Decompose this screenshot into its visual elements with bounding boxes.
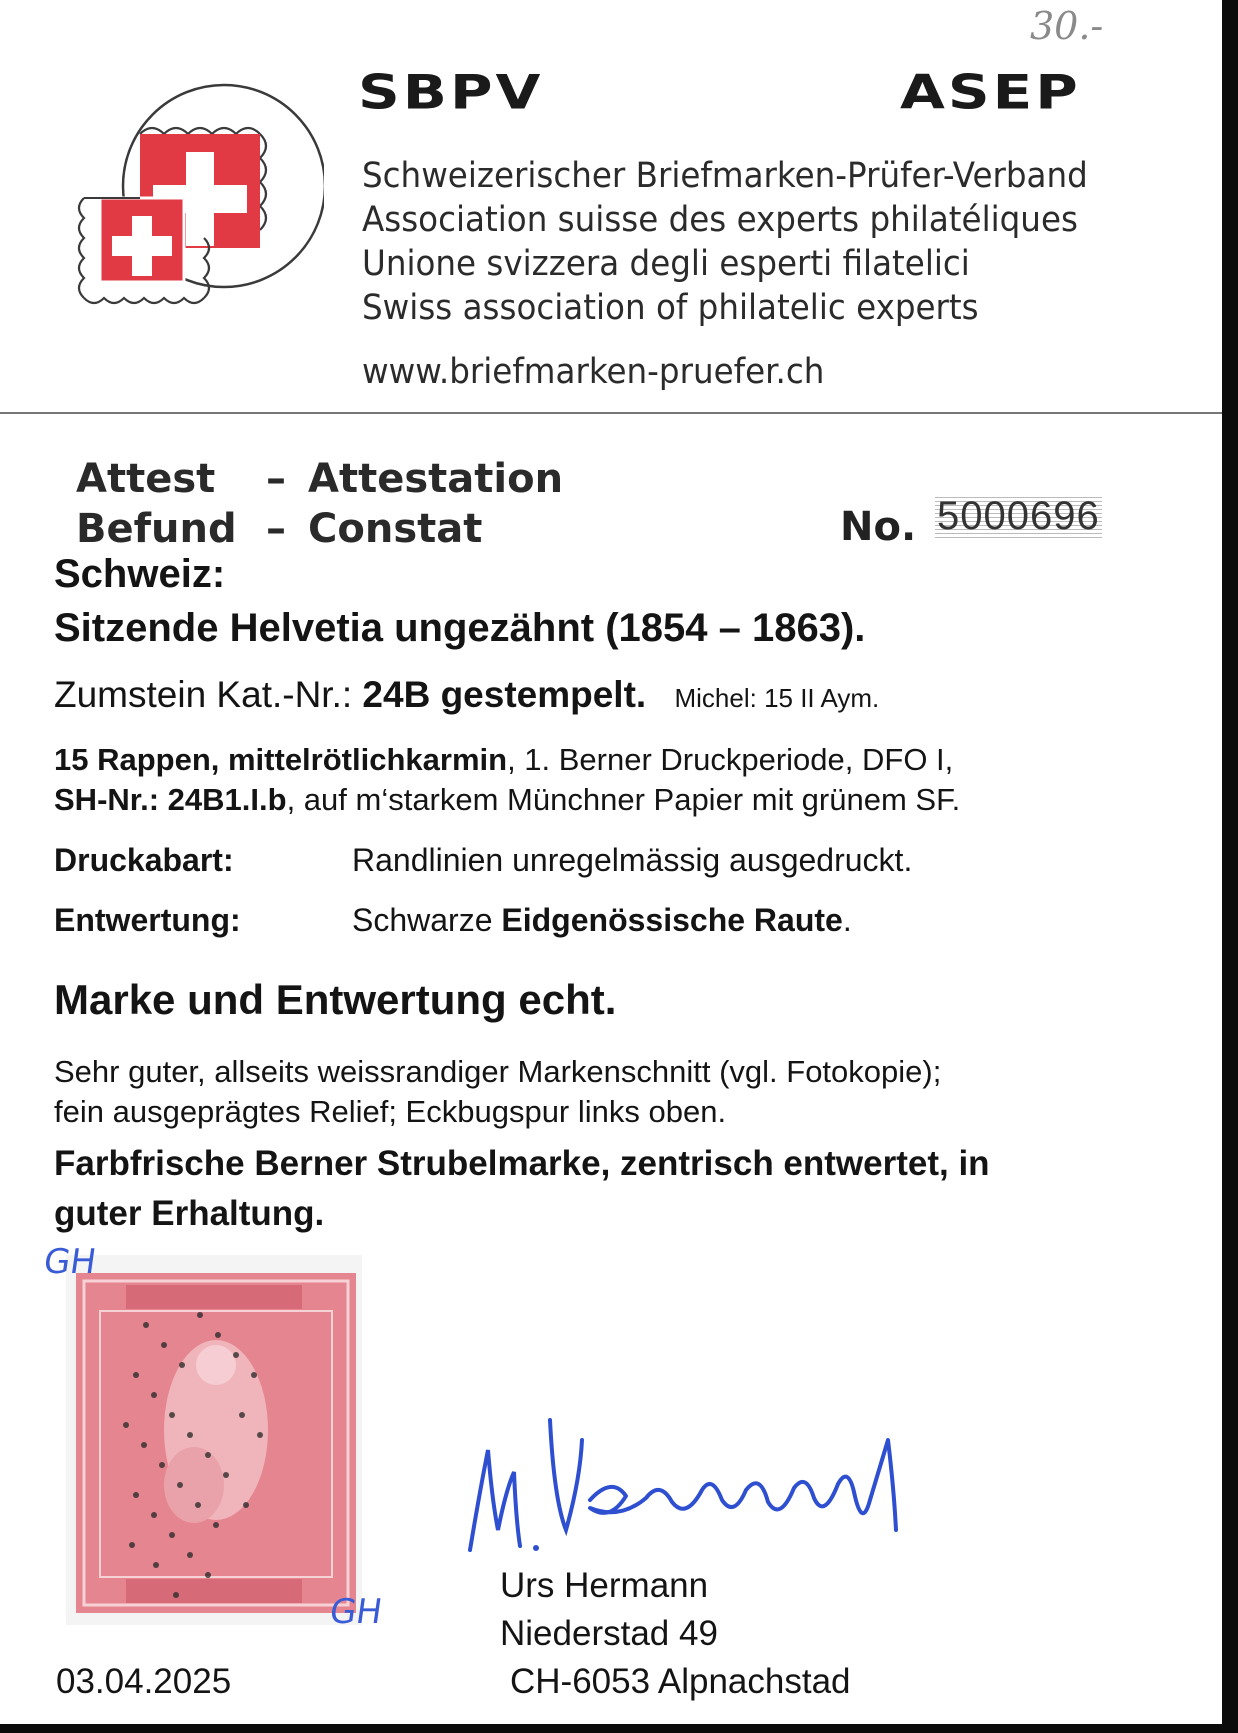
signature-stroke [550, 1420, 582, 1530]
certificate-number: 5000696 [937, 494, 1100, 538]
helvetia-head [196, 1345, 236, 1385]
logo-perforation-left [79, 198, 84, 298]
doc-type-dash: – [266, 456, 286, 502]
header-divider [0, 412, 1222, 414]
examiner-signature [450, 1380, 940, 1570]
logo-perforation-top [140, 128, 260, 134]
paper-description: , auf m‘starkem Münchner Papier mit grünem SF. [286, 782, 961, 817]
pencil-price-note: 30.- [1030, 4, 1104, 48]
acronym-german: SBPV [358, 64, 544, 120]
association-logo [74, 74, 324, 334]
logo-perforation-right [260, 134, 266, 230]
doc-type-constat: Constat [308, 506, 483, 552]
doc-type-row-1 [76, 456, 563, 502]
doc-type-row-2 [76, 506, 482, 552]
sh-number: SH-Nr.: 24B1.I.b [54, 782, 287, 817]
cancellation-value [352, 902, 852, 939]
helvetia-shield [164, 1447, 224, 1523]
examiner-initials-mark: GH [327, 1592, 385, 1632]
stamp-description-line-1 [54, 742, 953, 778]
condition-comment-line-2: fein ausgeprägtes Relief; Eckbugspur links oben. [54, 1094, 727, 1129]
expert-street: Niederstad 49 [500, 1614, 718, 1653]
bottom-border-bar [0, 1724, 1238, 1733]
association-name-en: Swiss association of philatelic experts [362, 288, 979, 328]
stamp-bottom-panel [126, 1579, 302, 1603]
summary-line-2: guter Erhaltung. [54, 1194, 325, 1233]
cancellation-label: Entwertung: [54, 902, 241, 938]
stamp-top-panel [126, 1285, 302, 1309]
stamp-description-line-2 [54, 782, 960, 818]
print-period: , 1. Berner Druckperiode, DFO I, [507, 742, 954, 777]
denomination-color: 15 Rappen, mittelrötlichkarmin [54, 742, 508, 777]
summary-line-1: Farbfrische Berner Strubelmarke, zentrisch entwertet, in [54, 1144, 990, 1183]
country-heading: Schweiz: [54, 552, 226, 596]
issue-date: 03.04.2025 [56, 1662, 232, 1701]
print-variety-value: Randlinien unregelmässig ausgedruckt. [352, 842, 913, 878]
signature-surname [590, 1440, 896, 1530]
cancellation-color: Schwarze [352, 902, 502, 938]
expert-city: CH-6053 Alpnachstad [510, 1662, 851, 1701]
print-variety-label: Druckabart: [54, 842, 234, 878]
doc-type-befund: Befund [76, 506, 237, 552]
signature-initial [470, 1450, 520, 1550]
cancellation-period: . [842, 902, 852, 938]
association-name-fr: Association suisse des experts philatéliques [362, 200, 1078, 240]
association-website: www.briefmarken-pruefer.ch [362, 352, 825, 392]
stamp-photo [66, 1255, 362, 1625]
examiner-initials-mark: GH [41, 1242, 99, 1282]
right-border-bar [1222, 0, 1238, 1733]
acronym-french: ASEP [900, 64, 1081, 120]
logo-perforation-bottom [84, 298, 204, 303]
catalog-value: 24B gestempelt. [362, 674, 647, 715]
catalog-label: Zumstein Kat.-Nr.: [54, 674, 353, 715]
association-name-de: Schweizerischer Briefmarken-Prüfer-Verband [362, 156, 1088, 196]
doc-type-attestation: Attestation [308, 456, 564, 502]
authenticity-verdict: Marke und Entwertung echt. [54, 976, 617, 1023]
doc-type-attest: Attest [76, 456, 216, 502]
doc-type-dash: – [266, 506, 286, 552]
certificate-number-label: No. [840, 504, 917, 550]
signature-dot [533, 1545, 539, 1551]
michel-number: Michel: 15 II Aym. [674, 683, 880, 713]
issue-heading: Sitzende Helvetia ungezähnt (1854 – 1863). [54, 606, 866, 650]
catalog-line [54, 674, 879, 716]
condition-comment-line-1: Sehr guter, allseits weissrandiger Markenschnitt (vgl. Fotokopie); [54, 1054, 942, 1089]
association-name-it: Unione svizzera degli esperti filatelici [362, 244, 970, 284]
expert-name: Urs Hermann [500, 1566, 709, 1605]
cancellation-type: Eidgenössische Raute [501, 902, 843, 938]
